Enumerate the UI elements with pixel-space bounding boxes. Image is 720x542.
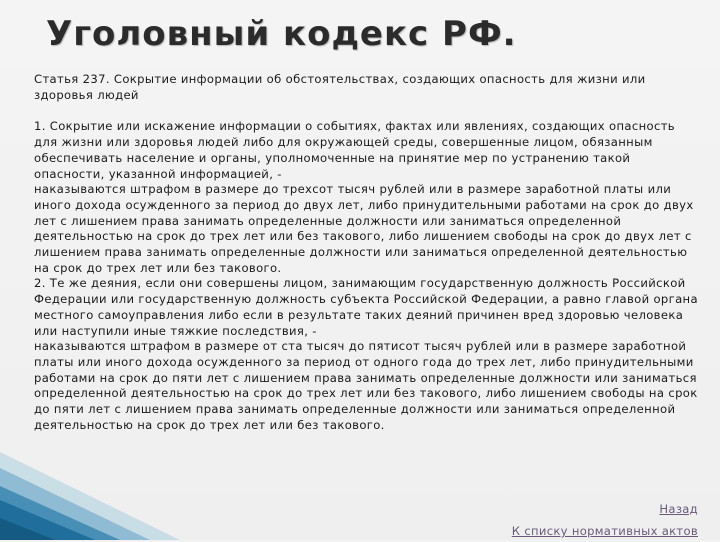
normative-acts-list-link[interactable]: К списку нормативных актов (511, 524, 698, 538)
article-heading: Статья 237. Сокрытие информации об обстоятельствах, создающих опасность для жизни или здоровья людей (34, 72, 646, 102)
paragraph-part-1: 1. Сокрытие или искажение информации о событиях, фактах или явлениях, создающих опасность для жизни или здоровья людей либо для окружающей среды, совершенные лицом, обязанным обеспечивать население и органы, уполномоченные на принятие мер по устранению такой опасности, указанной информацией, - (34, 119, 675, 181)
paragraph-penalty-2: наказываются штрафом в размере от ста тысяч до пятисот тысяч рублей или в размере заработной платы или иного дохода осужденного за период от одного года до трех лет, либо принудительными работами на срок до пяти лет с лишением права занимать определенные должности или заниматься определенной деятельностью на срок до трех лет или без такового, либо лишением свободы на срок до пяти лет с лишением права занимать определенные должности или заниматься определенной деятельностью на срок до трех лет или без такового. (34, 339, 698, 432)
paragraph-penalty-1: наказываются штрафом в размере до трехсот тысяч рублей или в размере заработной платы или иного дохода осужденного за период до двух лет, либо принудительными работами на срок до двух лет с лишением права занимать определенные должности или заниматься определенной деятельностью на срок до трех лет или без такового, либо лишением свободы на срок до двух лет с лишением права занимать определенные должности или заниматься определенной деятельностью на срок до трех лет или без такового. (34, 182, 694, 275)
page-title: Уголовный кодекс РФ. (46, 14, 517, 54)
navigation-links (512, 498, 698, 542)
paragraph-part-2: 2. Те же деяния, если они совершены лицом, занимающим государственную должность Российской Федерации или государственную должность субъекта Российской Федерации, а равно главой органа местного самоуправления либо если в результате таких деяний причинен вред здоровью человека или наступили иные тяжкие последствия, - (34, 276, 698, 338)
article-body (34, 72, 700, 433)
back-link[interactable]: Назад (659, 502, 698, 516)
